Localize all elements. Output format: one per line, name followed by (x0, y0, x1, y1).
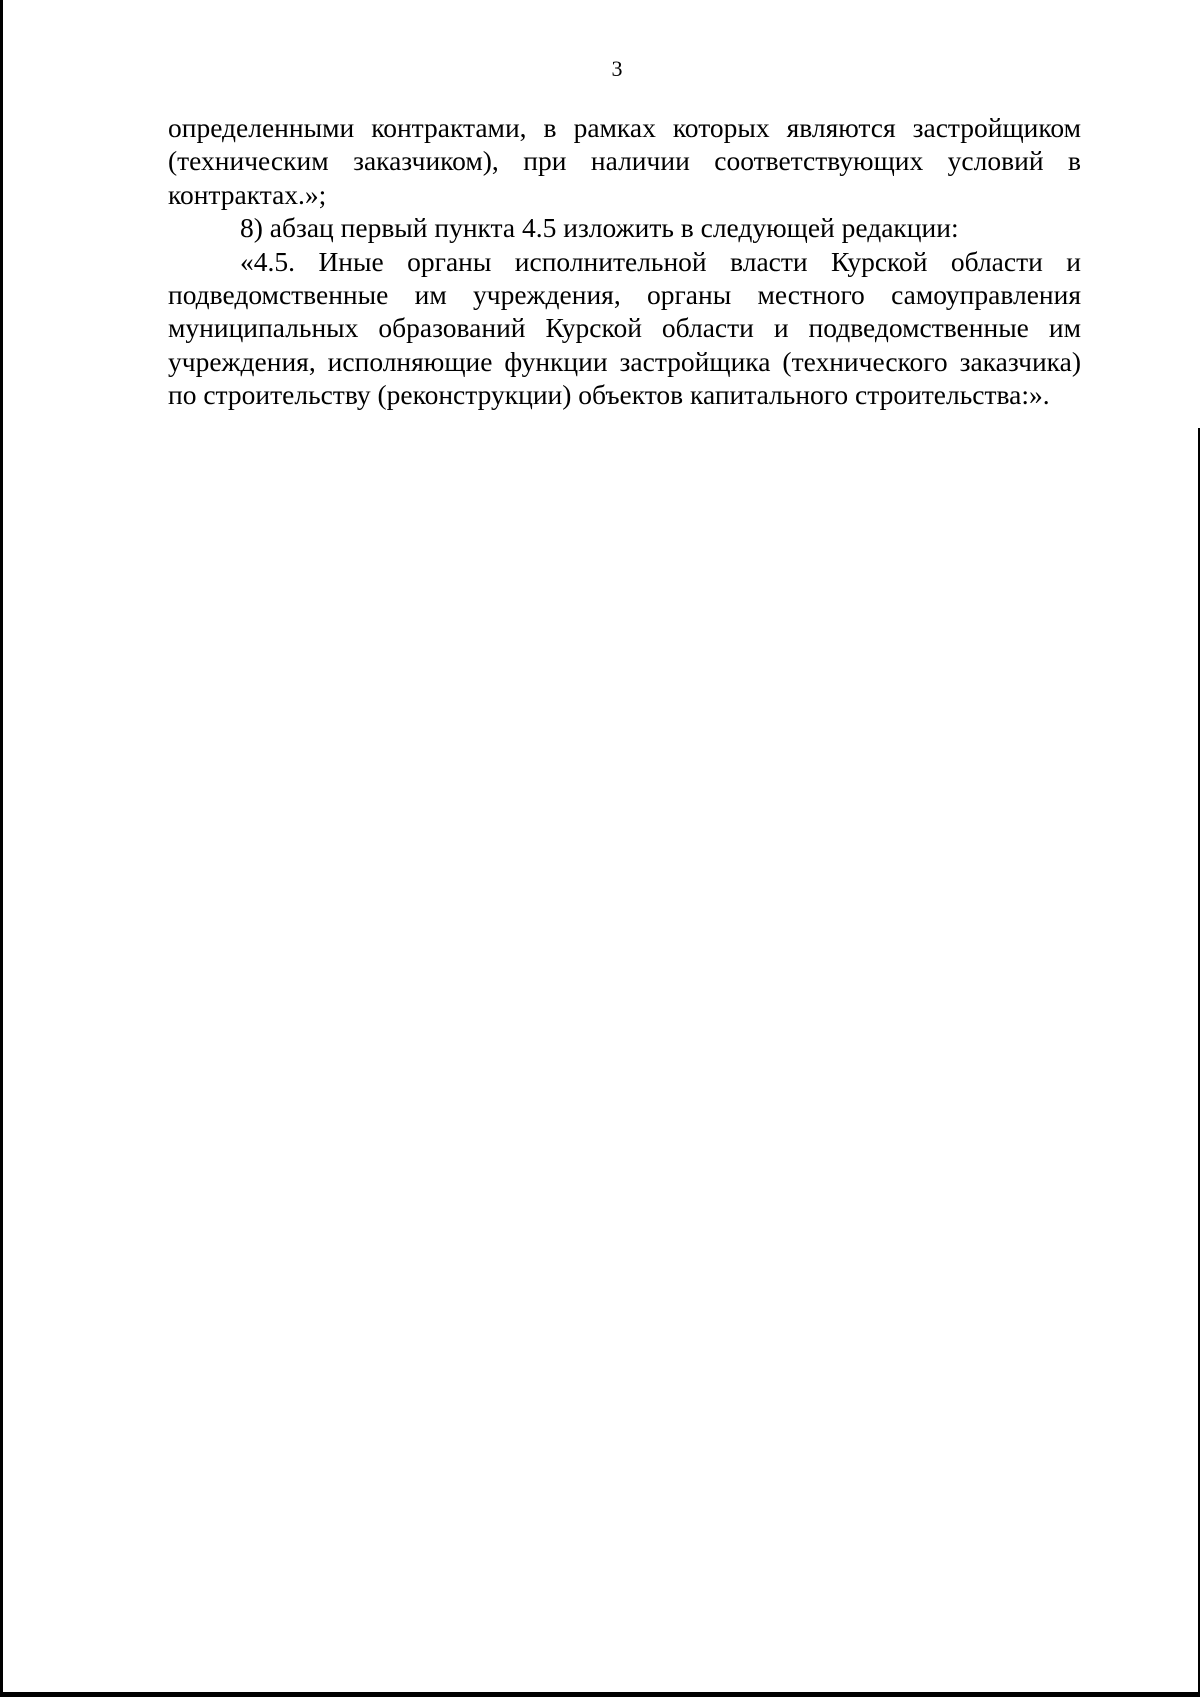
paragraph-amendment-item-8: 8) абзац первый пункта 4.5 изложить в следующей редакции: (240, 212, 959, 244)
paragraph-contract-continuation: определенными контрактами, в рамках которых являются застройщиком (техническим заказчиком), при наличии соответствующих условий в контрактах.»; (168, 112, 1081, 210)
paragraph-clause-4-5: «4.5. Иные органы исполнительной власти Курской области и подведомственные им учреждения, органы местного самоуправления муниципальных образований Курской области и подведомственные им учреждения, исполняющие функции застройщика (технического заказчика) по строительству (реконструкции) объектов капитального строительства:». (168, 245, 1081, 411)
document-body (168, 111, 1081, 412)
page-number: 3 (611, 56, 623, 81)
scan-edge-left (0, 0, 3, 1697)
scan-edge-bottom (0, 1692, 1200, 1697)
